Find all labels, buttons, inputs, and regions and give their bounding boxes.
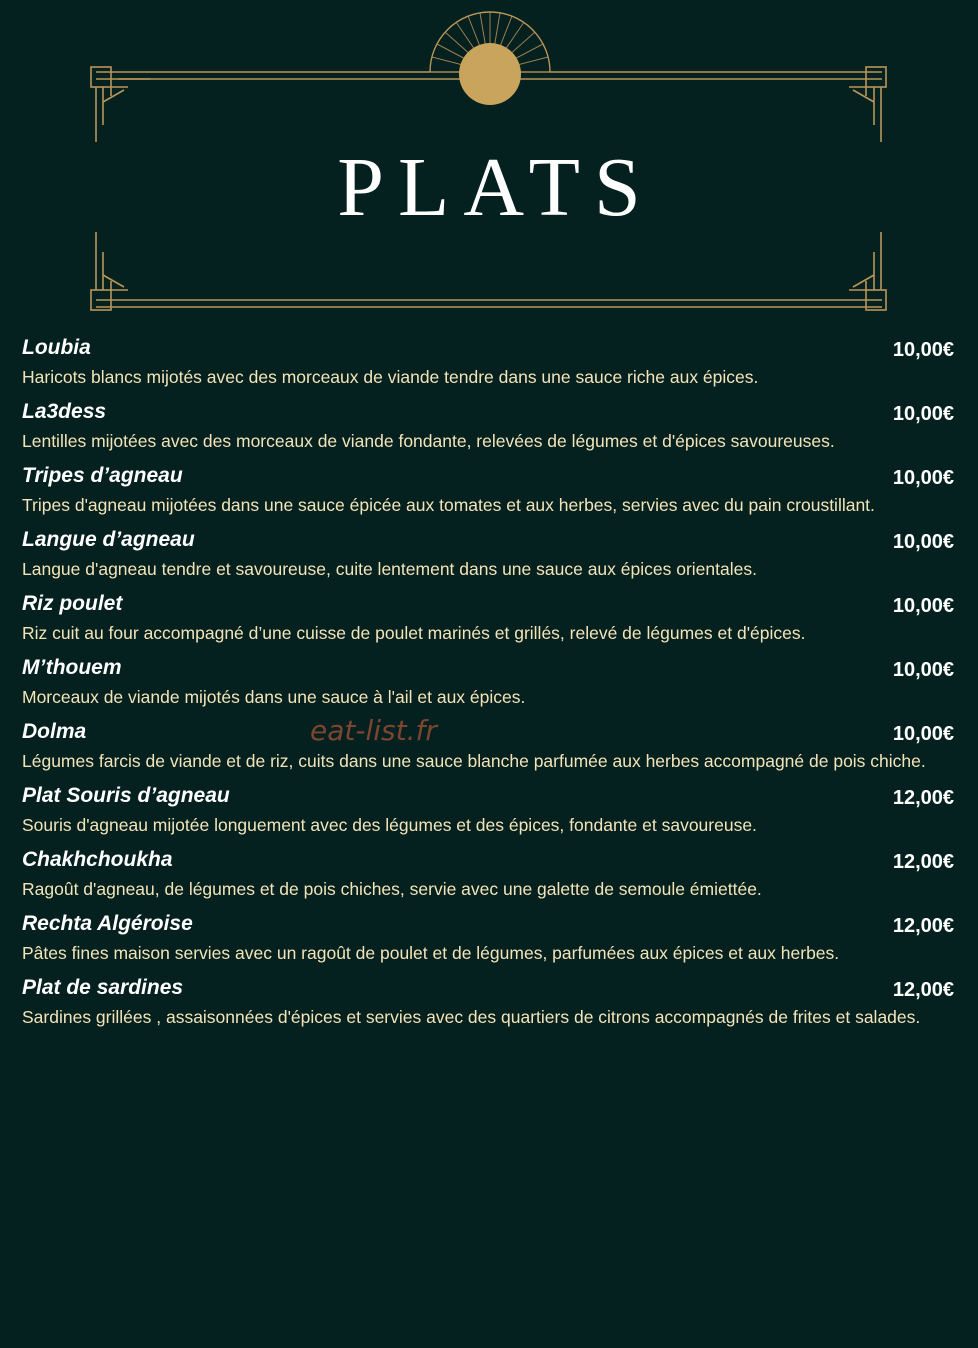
menu-header (0, 0, 978, 320)
dish-description: Ragoût d'agneau, de légumes et de pois chiches, servie avec une galette de semoule émiettée. (22, 879, 762, 899)
dish-description: Morceaux de viande mijotés dans une sauce à l'ail et aux épices. (22, 687, 526, 707)
dish-item (22, 845, 956, 904)
dish-item (22, 525, 956, 584)
dish-description: Langue d'agneau tendre et savoureuse, cuite lentement dans une sauce aux épices orientales. (22, 559, 757, 579)
dish-item (22, 653, 956, 712)
page-title: PLATS (337, 141, 655, 234)
dish-name: Chakhchoukha (22, 848, 173, 871)
sun-circle (459, 43, 521, 105)
dish-name: Dolma (22, 720, 87, 743)
dish-name: Plat de sardines (22, 976, 184, 999)
dish-name: Riz poulet (22, 592, 123, 615)
dish-description: Souris d'agneau mijotée longuement avec des légumes et des épices, fondante et savoureuse. (22, 815, 757, 835)
dish-name: La3dess (22, 400, 107, 423)
dish-price: 10,00€ (892, 595, 954, 617)
dish-item (22, 461, 956, 520)
watermark: eat-list.fr (310, 714, 437, 747)
dish-name: Plat Souris d’agneau (22, 784, 230, 807)
dish-description: Pâtes fines maison servies avec un ragoût de poulet et de légumes, parfumées aux épices et aux herbes. (22, 943, 840, 963)
dish-price: 12,00€ (892, 979, 954, 1001)
dish-price: 10,00€ (892, 403, 954, 425)
dish-name: Langue d’agneau (22, 528, 195, 551)
dish-item (22, 589, 956, 648)
dish-price: 10,00€ (892, 659, 954, 681)
dish-name: Loubia (22, 336, 91, 359)
dish-price: 10,00€ (892, 531, 954, 553)
dish-description: Sardines grillées , assaisonnées d'épices et servies avec des quartiers de citrons accompagnés de frites et salades. (22, 1007, 921, 1027)
dish-item (22, 717, 956, 776)
dish-price: 12,00€ (892, 851, 954, 873)
dish-name: Tripes d’agneau (22, 464, 183, 487)
dish-description: Légumes farcis de viande et de riz, cuits dans une sauce blanche parfumée aux herbes accompagné de pois chiche. (22, 751, 926, 771)
dish-price: 12,00€ (892, 915, 954, 937)
dish-item (22, 397, 956, 456)
dish-list (22, 333, 956, 1037)
dish-item (22, 333, 956, 392)
dish-price: 10,00€ (892, 339, 954, 361)
dish-description: Lentilles mijotées avec des morceaux de viande fondante, relevées de légumes et d'épices savoureuses. (22, 431, 835, 451)
dish-description: Tripes d'agneau mijotées dans une sauce épicée aux tomates et aux herbes, servies avec du pain croustillant. (22, 495, 875, 515)
dish-name: M’thouem (22, 656, 122, 679)
dish-item (22, 909, 956, 968)
dish-description: Haricots blancs mijotés avec des morceaux de viande tendre dans une sauce riche aux épices. (22, 367, 759, 387)
dish-description: Riz cuit au four accompagné d’une cuisse de poulet marinés et grillés, relevé de légumes et d'épices. (22, 623, 806, 643)
dish-price: 12,00€ (892, 787, 954, 809)
dish-price: 10,00€ (892, 723, 954, 745)
dish-item (22, 781, 956, 840)
dish-price: 10,00€ (892, 467, 954, 489)
dish-item (22, 973, 956, 1032)
dish-name: Rechta Algéroise (22, 912, 193, 935)
